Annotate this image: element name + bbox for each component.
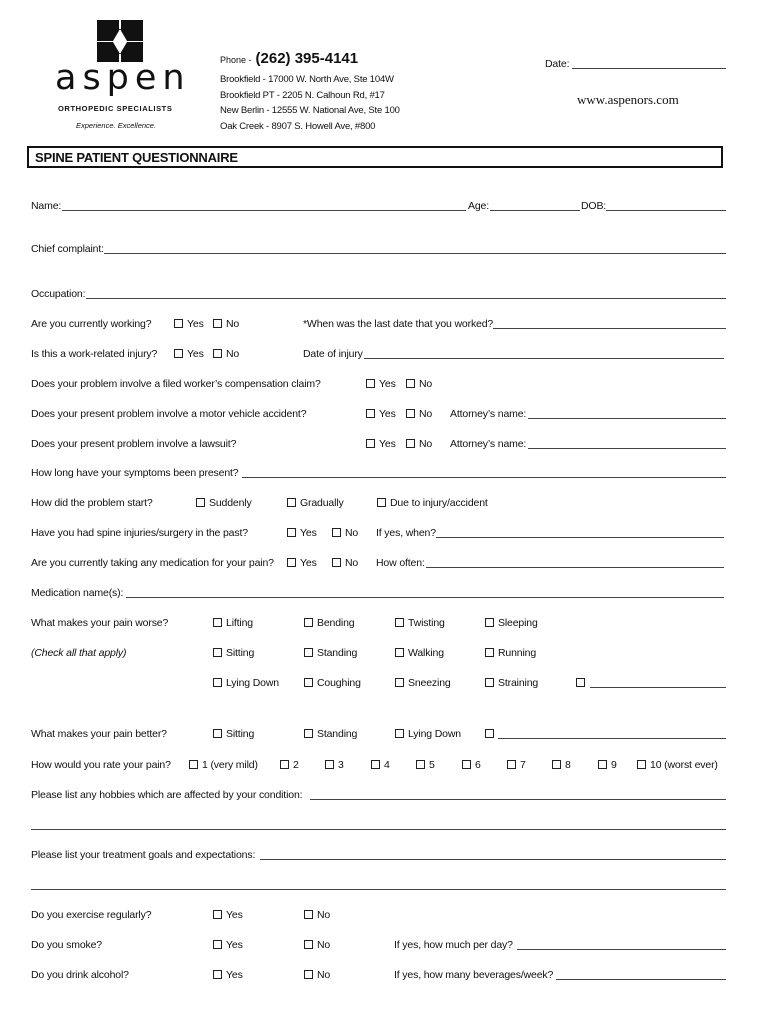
checkbox[interactable]: [280, 760, 289, 769]
worse-walking-option[interactable]: Walking: [395, 647, 444, 659]
better-standing-option[interactable]: Standing: [304, 728, 357, 740]
checkbox[interactable]: [598, 760, 607, 769]
name-field[interactable]: [62, 210, 466, 211]
past-injury-question: Have you had spine injuries/surgery in the past?: [31, 527, 248, 539]
better-lying-down-option[interactable]: Lying Down: [395, 728, 461, 740]
how-often-field[interactable]: [426, 567, 724, 568]
checkbox[interactable]: [304, 729, 313, 738]
work-injury-yes-option[interactable]: Yes: [174, 348, 204, 360]
alcohol-amount-field[interactable]: [556, 979, 726, 980]
checkbox[interactable]: [576, 678, 585, 687]
exercise-yes-option[interactable]: Yes: [213, 909, 243, 921]
goals-field-line-2[interactable]: [31, 889, 726, 890]
medication-question: Are you currently taking any medication for your pain?: [31, 557, 274, 569]
checkbox[interactable]: [637, 760, 646, 769]
alcohol-follow-label: If yes, how many beverages/week?: [394, 969, 554, 981]
date-field[interactable]: [572, 68, 726, 69]
rate-option-10[interactable]: 10 (worst ever): [637, 759, 718, 771]
mva-yes-option[interactable]: Yes: [366, 408, 396, 420]
address-list: [220, 72, 400, 134]
worse-running-option[interactable]: Running: [485, 647, 536, 659]
date-label: Date:: [545, 58, 570, 70]
smoke-no-option[interactable]: No: [304, 939, 330, 951]
alcohol-yes-option[interactable]: Yes: [213, 969, 243, 981]
checkbox[interactable]: [552, 760, 561, 769]
worse-lying-down-option[interactable]: Lying Down: [213, 677, 279, 689]
last-worked-field[interactable]: [493, 328, 726, 329]
worse-sitting-option[interactable]: Sitting: [213, 647, 254, 659]
checkbox[interactable]: [304, 910, 313, 919]
mva-attorney-field[interactable]: [528, 418, 726, 419]
smoke-follow-label: If yes, how much per day?: [394, 939, 513, 951]
last-worked-question: *When was the last date that you worked?: [303, 318, 494, 330]
website-url: www.aspenors.com: [577, 92, 679, 107]
checkbox[interactable]: [377, 498, 386, 507]
goals-field[interactable]: [260, 859, 726, 860]
duration-field[interactable]: [242, 477, 726, 478]
phone-number: (262) 395-4141: [255, 50, 359, 67]
worse-sleeping-option[interactable]: Sleeping: [485, 617, 538, 629]
rate-option-3[interactable]: 3: [325, 759, 344, 771]
alcohol-no-option[interactable]: No: [304, 969, 330, 981]
checkbox[interactable]: [213, 729, 222, 738]
check-all-hint: (Check all that apply): [31, 647, 127, 659]
checkbox[interactable]: [366, 439, 375, 448]
phone-label: Phone -: [220, 55, 252, 65]
checkbox[interactable]: [213, 940, 222, 949]
start-gradually-option[interactable]: Gradually: [287, 497, 344, 509]
checkbox[interactable]: [174, 319, 183, 328]
checkbox[interactable]: [189, 760, 198, 769]
checkbox[interactable]: [304, 940, 313, 949]
start-question: How did the problem start?: [31, 497, 153, 509]
start-injury-option[interactable]: Due to injury/accident: [377, 497, 488, 509]
worse-lifting-option[interactable]: Lifting: [213, 617, 253, 629]
working-yes-option[interactable]: Yes: [174, 318, 204, 330]
worse-other-field[interactable]: [590, 687, 726, 688]
rate-option-2[interactable]: 2: [280, 759, 299, 771]
occupation-label: Occupation:: [31, 288, 86, 300]
address-line: Brookfield PT - 2205 N. Calhoun Rd, #17: [220, 89, 385, 101]
medication-no-option[interactable]: No: [332, 557, 358, 569]
checkbox[interactable]: [304, 648, 313, 657]
medication-yes-option[interactable]: Yes: [287, 557, 317, 569]
smoke-question: Do you smoke?: [31, 939, 103, 951]
checkbox[interactable]: [395, 618, 404, 627]
worse-bending-option[interactable]: Bending: [304, 617, 354, 629]
name-label: Name:: [31, 200, 62, 212]
workers-comp-yes-option[interactable]: Yes: [366, 378, 396, 390]
start-suddenly-option[interactable]: Suddenly: [196, 497, 252, 509]
medication-names-label: Medication name(s):: [31, 587, 124, 599]
checkbox[interactable]: [304, 678, 313, 687]
checkbox[interactable]: [406, 379, 415, 388]
checkbox[interactable]: [213, 678, 222, 687]
smoke-yes-option[interactable]: Yes: [213, 939, 243, 951]
working-no-option[interactable]: No: [213, 318, 239, 330]
date-of-injury-field[interactable]: [364, 358, 724, 359]
rate-option-6[interactable]: 6: [462, 759, 481, 771]
checkbox[interactable]: [462, 760, 471, 769]
alcohol-question: Do you drink alcohol?: [31, 969, 129, 981]
date-of-injury-label: Date of injury: [303, 348, 363, 360]
checkbox[interactable]: [332, 528, 341, 537]
checkbox[interactable]: [416, 760, 425, 769]
better-sitting-option[interactable]: Sitting: [213, 728, 254, 740]
checkbox[interactable]: [395, 678, 404, 687]
hobbies-field-line-2[interactable]: [31, 829, 726, 830]
past-injury-when-field[interactable]: [436, 537, 724, 538]
lawsuit-question: Does your present problem involve a lawsuit?: [31, 438, 237, 450]
worse-coughing-option[interactable]: Coughing: [304, 677, 361, 689]
exercise-no-option[interactable]: No: [304, 909, 330, 921]
medication-names-field[interactable]: [126, 597, 724, 598]
age-label: Age:: [468, 200, 489, 212]
occupation-field[interactable]: [86, 298, 726, 299]
past-injury-when-label: If yes, when?: [376, 527, 436, 539]
checkbox[interactable]: [287, 498, 296, 507]
goals-question: Please list your treatment goals and expectations:: [31, 849, 256, 861]
checkbox[interactable]: [304, 970, 313, 979]
phone-block: [220, 50, 358, 68]
checkbox[interactable]: [485, 648, 494, 657]
exercise-question: Do you exercise regularly?: [31, 909, 152, 921]
checkbox[interactable]: [213, 648, 222, 657]
checkbox[interactable]: [325, 760, 334, 769]
logo-tagline: Experience. Excellence.: [76, 121, 157, 130]
rate-option-8[interactable]: 8: [552, 759, 571, 771]
rate-option-9[interactable]: 9: [598, 759, 617, 771]
workers-comp-question: Does your problem involve a filed worker’s compensation claim?: [31, 378, 321, 390]
checkbox[interactable]: [395, 729, 404, 738]
hobbies-field[interactable]: [310, 799, 726, 800]
past-injury-yes-option[interactable]: Yes: [287, 527, 317, 539]
worse-sneezing-option[interactable]: Sneezing: [395, 677, 451, 689]
checkbox[interactable]: [213, 319, 222, 328]
lawsuit-attorney-label: Attorney’s name:: [450, 438, 527, 450]
worse-standing-option[interactable]: Standing: [304, 647, 357, 659]
past-injury-no-option[interactable]: No: [332, 527, 358, 539]
checkbox[interactable]: [406, 409, 415, 418]
lawsuit-no-option[interactable]: No: [406, 438, 432, 450]
form-title-box: [27, 146, 723, 168]
hobbies-question: Please list any hobbies which are affected by your condition:: [31, 789, 303, 801]
workers-comp-no-option[interactable]: No: [406, 378, 432, 390]
mva-no-option[interactable]: No: [406, 408, 432, 420]
checkbox[interactable]: [213, 910, 222, 919]
checkbox[interactable]: [332, 558, 341, 567]
checkbox[interactable]: [366, 409, 375, 418]
how-often-label: How often:: [376, 557, 425, 569]
form-title: SPINE PATIENT QUESTIONNAIRE: [35, 150, 238, 165]
aspen-logo-icon: [97, 20, 143, 62]
checkbox[interactable]: [485, 678, 494, 687]
rate-option-1[interactable]: 1 (very mild): [189, 759, 258, 771]
checkbox[interactable]: [406, 439, 415, 448]
address-line: Oak Creek - 8907 S. Howell Ave, #800: [220, 120, 376, 132]
dob-field[interactable]: [606, 210, 726, 211]
lawsuit-attorney-field[interactable]: [528, 448, 726, 449]
working-question: Are you currently working?: [31, 318, 152, 330]
address-line: New Berlin - 12555 W. National Ave, Ste 100: [220, 105, 400, 116]
better-other-field[interactable]: [498, 738, 726, 739]
worse-other-option[interactable]: [576, 677, 589, 689]
rate-option-5[interactable]: 5: [416, 759, 435, 771]
worse-straining-option[interactable]: Straining: [485, 677, 538, 689]
checkbox[interactable]: [304, 618, 313, 627]
worse-twisting-option[interactable]: Twisting: [395, 617, 445, 629]
checkbox[interactable]: [287, 558, 296, 567]
duration-question: How long have your symptoms been present?: [31, 467, 239, 479]
checkbox[interactable]: [196, 498, 205, 507]
address-line: Brookfield - 17000 W. North Ave, Ste 104W: [220, 74, 394, 85]
mva-question: Does your present problem involve a motor vehicle accident?: [31, 408, 307, 420]
age-field[interactable]: [490, 210, 580, 211]
checkbox[interactable]: [213, 618, 222, 627]
smoke-amount-field[interactable]: [517, 949, 726, 950]
rate-option-4[interactable]: 4: [371, 759, 390, 771]
chief-complaint-field[interactable]: [104, 253, 726, 254]
checkbox[interactable]: [485, 618, 494, 627]
better-question: What makes your pain better?: [31, 728, 167, 740]
better-other-option[interactable]: [485, 728, 498, 740]
checkbox[interactable]: [174, 349, 183, 358]
work-injury-question: Is this a work-related injury?: [31, 348, 158, 360]
checkbox[interactable]: [366, 379, 375, 388]
logo-wordmark: aspen: [55, 58, 191, 98]
chief-complaint-label: Chief complaint:: [31, 243, 104, 255]
lawsuit-yes-option[interactable]: Yes: [366, 438, 396, 450]
rate-option-7[interactable]: 7: [507, 759, 526, 771]
checkbox[interactable]: [507, 760, 516, 769]
logo-subtitle: ORTHOPEDIC SPECIALISTS: [58, 104, 173, 113]
checkbox[interactable]: [287, 528, 296, 537]
checkbox[interactable]: [213, 970, 222, 979]
checkbox[interactable]: [395, 648, 404, 657]
work-injury-no-option[interactable]: No: [213, 348, 239, 360]
dob-label: DOB:: [581, 200, 607, 212]
checkbox[interactable]: [485, 729, 494, 738]
checkbox[interactable]: [213, 349, 222, 358]
worse-question: What makes your pain worse?: [31, 617, 169, 629]
mva-attorney-label: Attorney’s name:: [450, 408, 527, 420]
rate-question: How would you rate your pain?: [31, 759, 171, 771]
checkbox[interactable]: [371, 760, 380, 769]
